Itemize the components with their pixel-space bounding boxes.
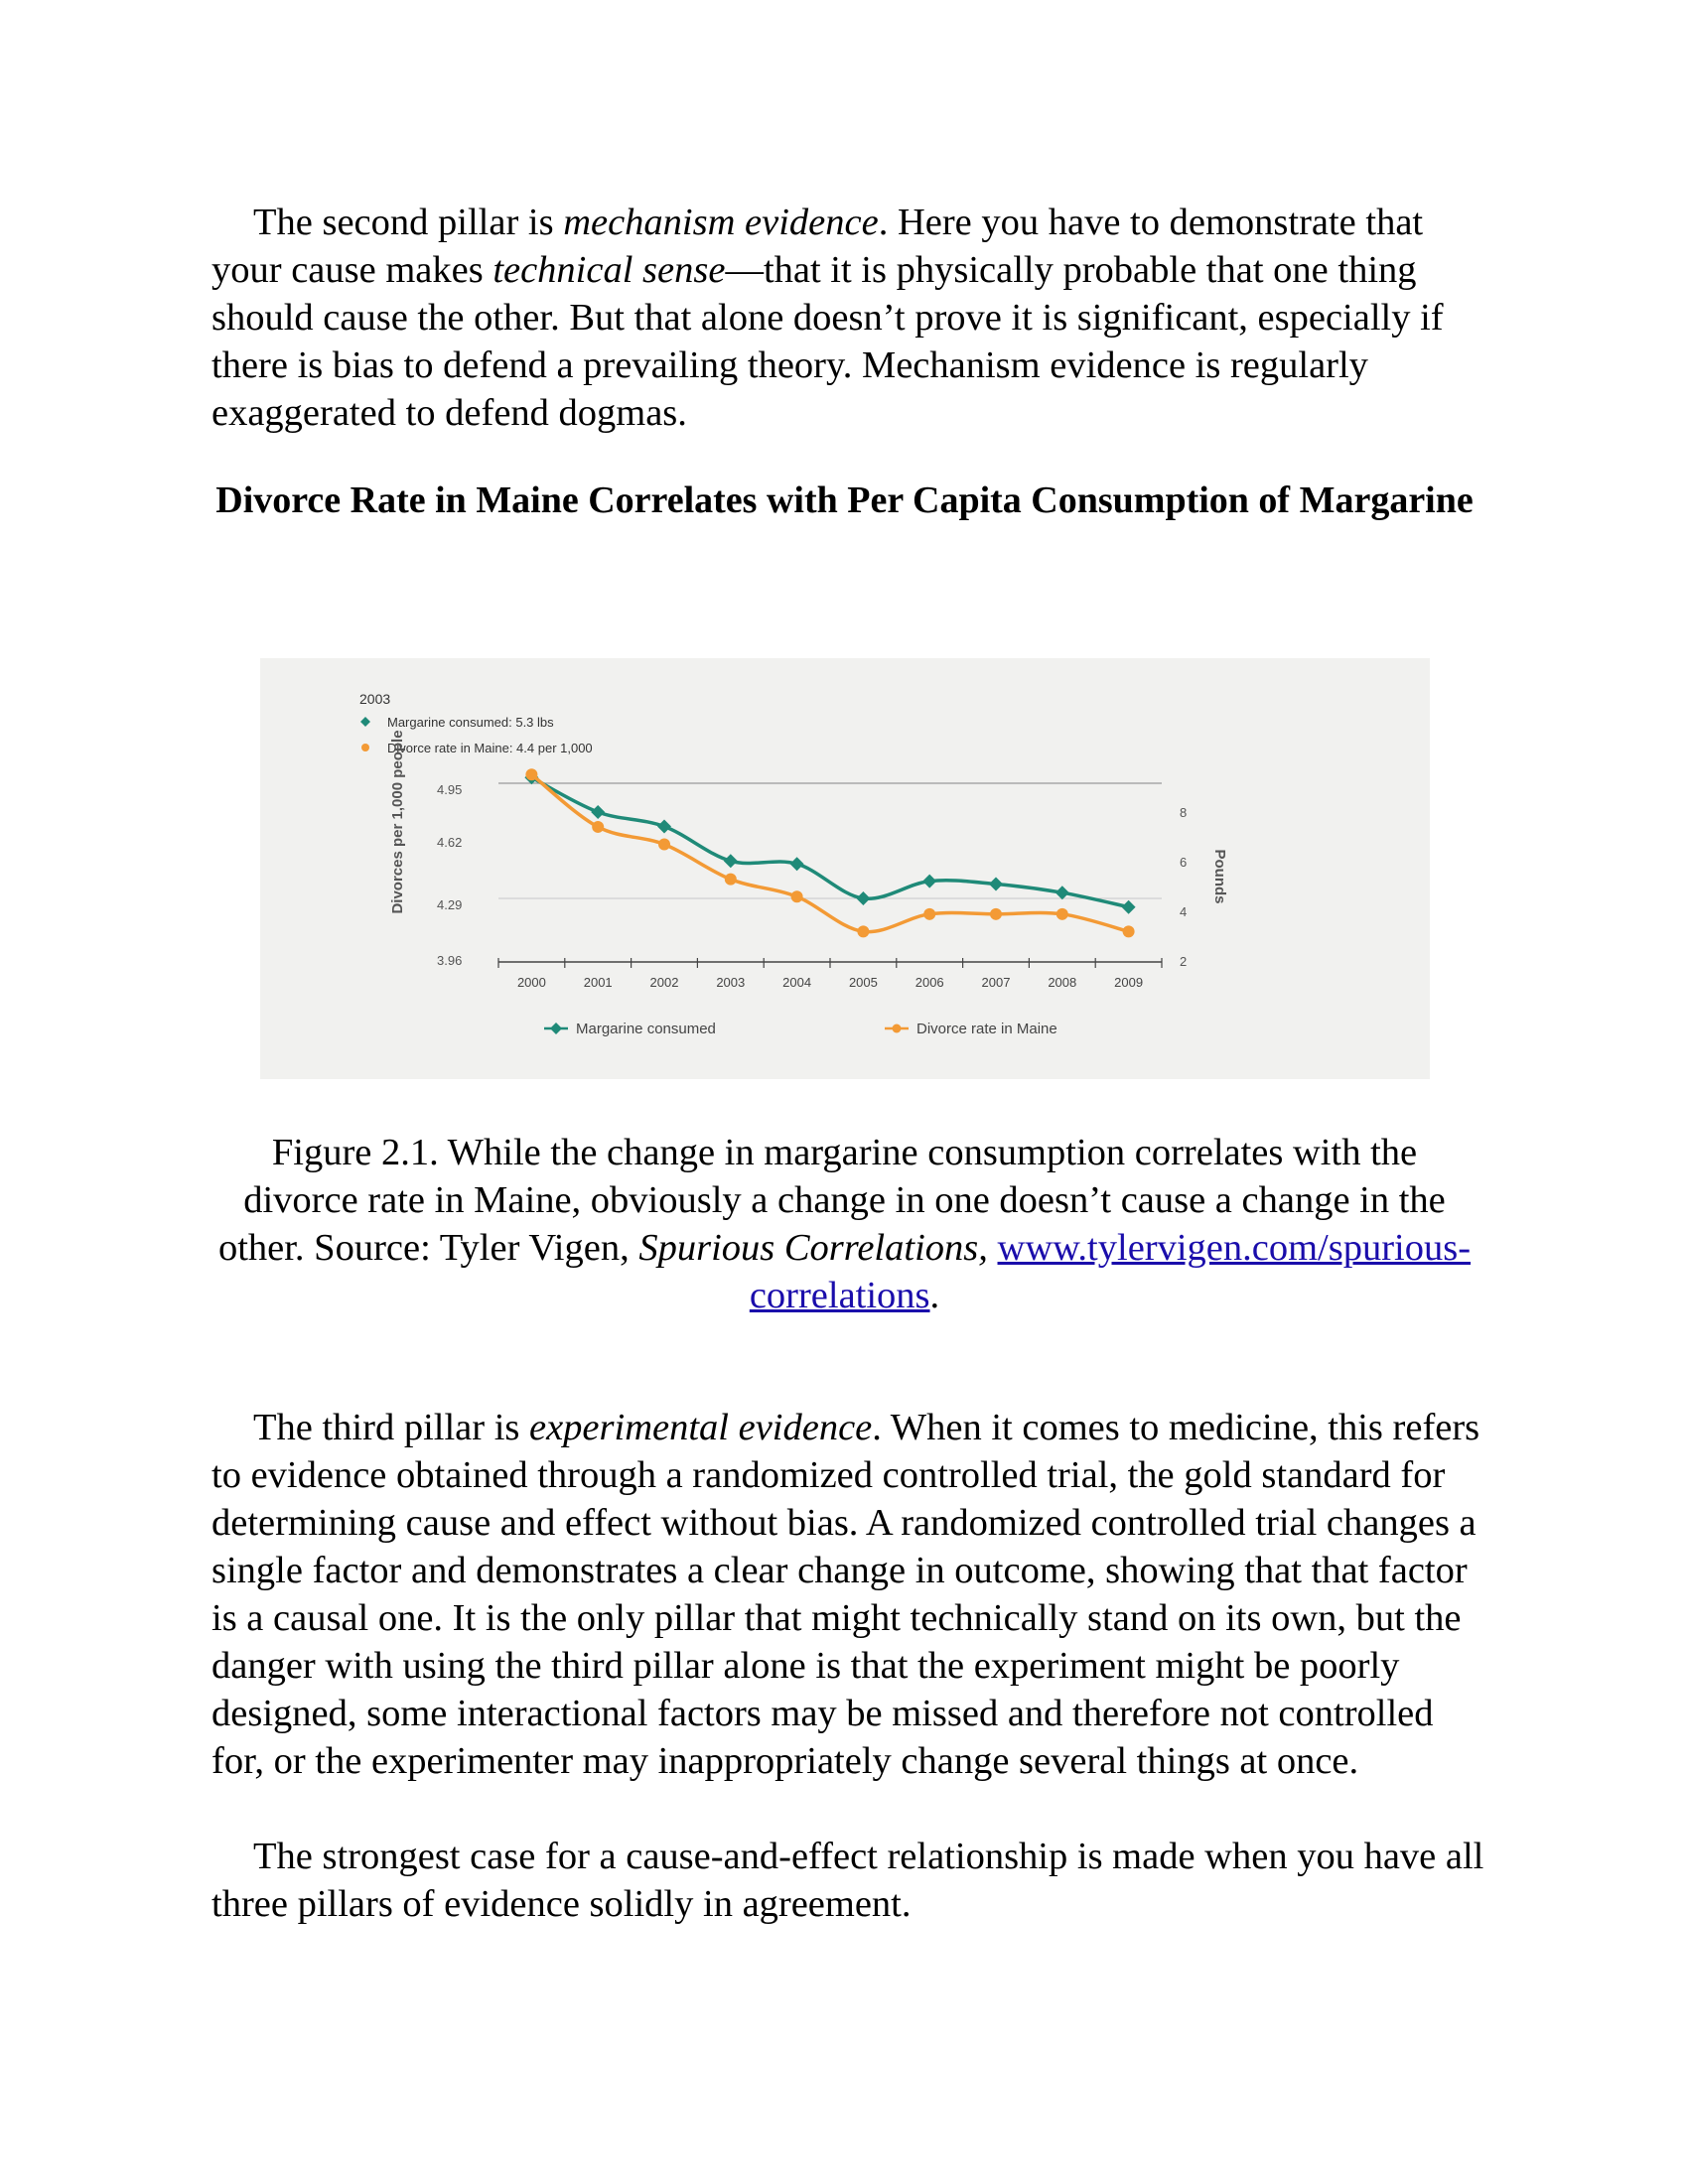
paragraph-mechanism-evidence bbox=[211, 199, 1492, 437]
paragraph-text: The second pillar is bbox=[253, 202, 564, 243]
y-tick-label: 4.62 bbox=[437, 835, 463, 850]
tooltip-margarine: Margarine consumed: 5.3 lbs bbox=[387, 715, 554, 730]
line-chart bbox=[260, 658, 1430, 1079]
margarine-consumed-point bbox=[856, 891, 870, 905]
divorce-rate-in-maine-point bbox=[1056, 908, 1068, 920]
y-tick-label: 3.96 bbox=[437, 953, 463, 968]
margarine-consumed-point bbox=[1122, 900, 1136, 914]
divorce-rate-in-maine-point bbox=[923, 908, 935, 920]
plot-area bbox=[437, 768, 1187, 1037]
divorce-marker-icon bbox=[361, 744, 369, 751]
legend-margarine-consumed-marker bbox=[550, 1023, 562, 1034]
legend-divorce-rate-in-maine-label: Divorce rate in Maine bbox=[916, 1021, 1057, 1037]
y2-tick-label: 6 bbox=[1180, 855, 1188, 870]
margarine-consumed-point bbox=[591, 805, 605, 819]
x-tick-label: 2002 bbox=[649, 975, 679, 990]
x-tick-label: 2005 bbox=[848, 975, 878, 990]
margarine-divorce-chart bbox=[260, 658, 1430, 1079]
paragraph-text: —that it is physically probable that one thing should cause the other. But that alone doesn’t prove it is significant, especially if there is bias to defend a prevailing theory. Mechanism evidence is regularly exaggerated to defend dogmas. bbox=[211, 249, 1444, 434]
x-tick-label: 2009 bbox=[1114, 975, 1144, 990]
x-tick-label: 2004 bbox=[782, 975, 812, 990]
margarine-marker-icon bbox=[360, 717, 370, 727]
caption-source-title: Spurious Correlations, bbox=[638, 1227, 988, 1269]
x-tick-label: 2000 bbox=[516, 975, 546, 990]
divorce-rate-in-maine-point bbox=[592, 821, 604, 833]
divorce-rate-in-maine-point bbox=[658, 839, 670, 851]
y-axis-label: Divorces per 1,000 people bbox=[389, 730, 406, 914]
caption-text: Figure 2.1. While the change in margarine consumption correlates with the divorce rate in Maine, obviously a change in one doesn’t cause a change in the other. Source: Tyler Vigen, bbox=[217, 1132, 1446, 1269]
divorce-rate-in-maine-point bbox=[1123, 925, 1135, 937]
paragraph-experimental-evidence bbox=[211, 1404, 1492, 1785]
x-tick-label: 2008 bbox=[1048, 975, 1077, 990]
tooltip-divorce: Divorce rate in Maine: 4.4 per 1,000 bbox=[387, 741, 593, 755]
divorce-rate-in-maine-point bbox=[525, 768, 537, 780]
italic-term: experimental evidence bbox=[529, 1407, 873, 1448]
y-tick-label: 4.29 bbox=[437, 897, 463, 912]
divorce-rate-in-maine-point bbox=[791, 890, 803, 902]
figure-caption bbox=[211, 1129, 1477, 1319]
margarine-consumed-point bbox=[989, 878, 1003, 891]
margarine-consumed-point bbox=[657, 820, 671, 834]
paragraph-text: . When it comes to medicine, this refers to evidence obtained through a randomized controlled trial, the gold standard for determining cause and effect without bias. A randomized controlled trial changes a single factor and demonstrates a clear change in outcome, showing that that factor is a causal one. It is the only pillar that might technically stand on its own, but the danger with using the third pillar alone is that the experiment might be poorly designed, some interactional factors may be missed and therefore not controlled for, or the experimenter may inappropriately change several things at once. bbox=[211, 1407, 1480, 1782]
margarine-consumed-point bbox=[922, 875, 936, 888]
margarine-consumed-line bbox=[531, 777, 1128, 907]
x-tick-label: 2001 bbox=[583, 975, 613, 990]
legend-margarine-consumed-label: Margarine consumed bbox=[576, 1021, 716, 1037]
y2-axis-label: Pounds bbox=[1211, 849, 1228, 904]
x-tick-label: 2006 bbox=[914, 975, 944, 990]
italic-term: mechanism evidence bbox=[563, 202, 879, 243]
figure-heading: Divorce Rate in Maine Correlates with Per Capita Consumption of Margarine bbox=[215, 479, 1474, 521]
x-tick-label: 2007 bbox=[981, 975, 1011, 990]
divorce-rate-in-maine-point bbox=[857, 925, 869, 937]
legend-divorce-rate-in-maine-marker bbox=[893, 1024, 902, 1033]
paragraph-conclusion: The strongest case for a cause-and-effect relationship is made when you have all three pillars of evidence solidly in agreement. bbox=[211, 1836, 1484, 1925]
source-link[interactable]: www.tylervigen.com/spurious-correlations bbox=[749, 1227, 1472, 1316]
divorce-rate-in-maine-point bbox=[725, 874, 737, 886]
paragraph-text: . Here you have to demonstrate that your cause makes bbox=[211, 202, 1424, 291]
italic-term: technical sense bbox=[492, 249, 726, 291]
margarine-consumed-point bbox=[1055, 886, 1069, 899]
y2-tick-label: 8 bbox=[1180, 805, 1188, 820]
y2-tick-label: 2 bbox=[1180, 954, 1188, 969]
tooltip-year: 2003 bbox=[359, 691, 391, 707]
margarine-consumed-point bbox=[790, 857, 804, 871]
caption-end: . bbox=[929, 1275, 940, 1316]
y2-tick-label: 4 bbox=[1180, 904, 1188, 919]
x-tick-label: 2003 bbox=[716, 975, 746, 990]
divorce-rate-in-maine-point bbox=[990, 908, 1002, 920]
divorce-rate-in-maine-line bbox=[531, 774, 1128, 932]
y-tick-label: 4.95 bbox=[437, 782, 463, 797]
paragraph-text: The third pillar is bbox=[253, 1407, 529, 1448]
margarine-consumed-point bbox=[724, 854, 738, 868]
